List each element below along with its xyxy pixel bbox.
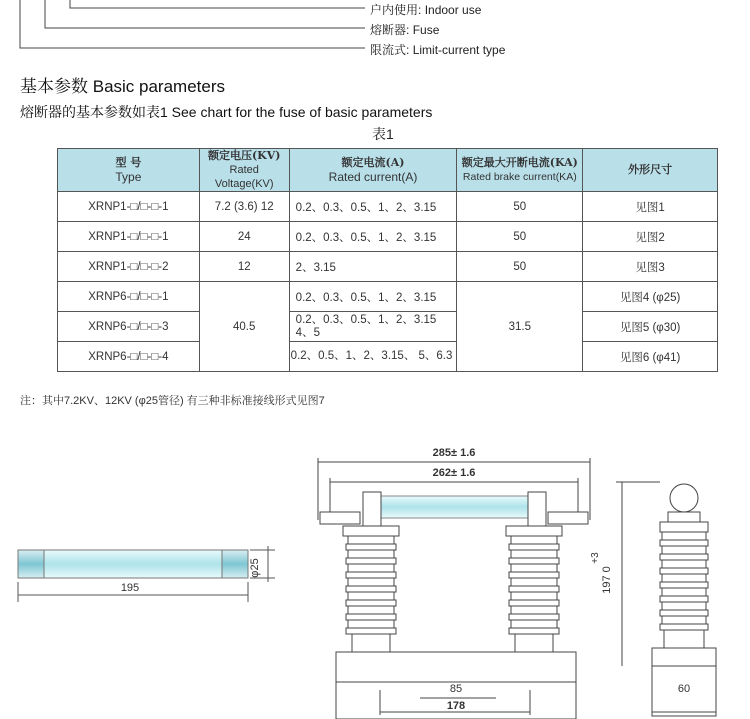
table-header-row — [58, 149, 718, 192]
spec-table — [57, 148, 718, 372]
header-voltage: 额定电压(KV) Rated Voltage(KV) — [199, 149, 289, 192]
base-inner-label: 85 — [449, 683, 463, 695]
cell-type: XRNP6-□/□-□-4 — [58, 342, 200, 372]
cell-current: 0.2、0.3、0.5、1、2、3.15 — [289, 282, 457, 312]
header-dimension: 外形尺寸 — [583, 149, 718, 192]
header-current: 额定电流(A) Rated current(A) — [289, 149, 457, 192]
cell-current: 0.2、0.3、0.5、1、2、3.15 4、5 — [289, 312, 457, 342]
cell-voltage: 40.5 — [199, 282, 289, 372]
cell-dimension: 见图4 (φ25) — [583, 282, 718, 312]
cell-brake: 50 — [457, 252, 583, 282]
cell-current: 0.2、0.3、0.5、1、2、3.15 — [289, 222, 457, 252]
cell-brake: 50 — [457, 192, 583, 222]
legend-fuse: 熔断器: Fuse — [370, 23, 440, 37]
height-tolerance-label: +3 — [590, 552, 601, 564]
cell-dimension: 见图6 (φ41) — [583, 342, 718, 372]
table-row — [58, 252, 718, 282]
cell-type: XRNP1-□/□-□-1 — [58, 192, 200, 222]
legend-limit: 限流式: Limit-current type — [370, 43, 506, 57]
table-note: 注：其中7.2KV、12KV (φ25管径) 有三种非标准接线形式见图7 — [20, 395, 325, 407]
header-brake: 额定最大开断电流(KA) Rated brake current(KA) — [457, 149, 583, 192]
cell-current: 2、3.15 — [289, 252, 457, 282]
cell-dimension: 见图3 — [583, 252, 718, 282]
cell-brake: 31.5 — [457, 282, 583, 372]
cell-type: XRNP1-□/□-□-1 — [58, 222, 200, 252]
cell-type: XRNP6-□/□-□-3 — [58, 312, 200, 342]
insulator-assembly-drawing — [318, 458, 716, 719]
table-row — [58, 312, 718, 342]
technical-drawing — [0, 430, 750, 719]
table-row — [58, 342, 718, 372]
base-width-label: 178 — [446, 700, 466, 712]
section-title: 基本参数 Basic parameters — [20, 77, 226, 96]
cell-voltage: 12 — [199, 252, 289, 282]
height-label: 197 0 — [601, 566, 613, 594]
inner-width-label: 262± 1.6 — [432, 467, 476, 479]
cell-dimension: 见图2 — [583, 222, 718, 252]
table-row — [58, 282, 718, 312]
cell-current: 0.2、0.5、1、2、3.15、 5、6.3 — [289, 342, 457, 372]
cell-brake: 50 — [457, 222, 583, 252]
cell-type: XRNP1-□/□-□-2 — [58, 252, 200, 282]
cell-dimension: 见图5 (φ30) — [583, 312, 718, 342]
header-type: 型 号 Type — [58, 149, 200, 192]
side-base-label: 60 — [677, 683, 691, 695]
legend-indoor: 户内使用: Indoor use — [370, 3, 482, 17]
table-row — [58, 222, 718, 252]
fuse-tube-drawing — [18, 546, 275, 602]
fuse-diameter-label: φ25 — [249, 558, 261, 578]
cell-type: XRNP6-□/□-□-1 — [58, 282, 200, 312]
cell-dimension: 见图1 — [583, 192, 718, 222]
table-row — [58, 192, 718, 222]
cell-voltage: 7.2 (3.6) 12 — [199, 192, 289, 222]
table-caption: 表1 — [372, 126, 394, 142]
intro-text: 熔断器的基本参数如表1 See chart for the fuse of basic parameters — [20, 104, 433, 120]
legend-bracket — [0, 0, 380, 60]
overall-width-label: 285± 1.6 — [432, 447, 476, 459]
cell-voltage: 24 — [199, 222, 289, 252]
fuse-length-label: 195 — [120, 582, 140, 594]
cell-current: 0.2、0.3、0.5、1、2、3.15 — [289, 192, 457, 222]
